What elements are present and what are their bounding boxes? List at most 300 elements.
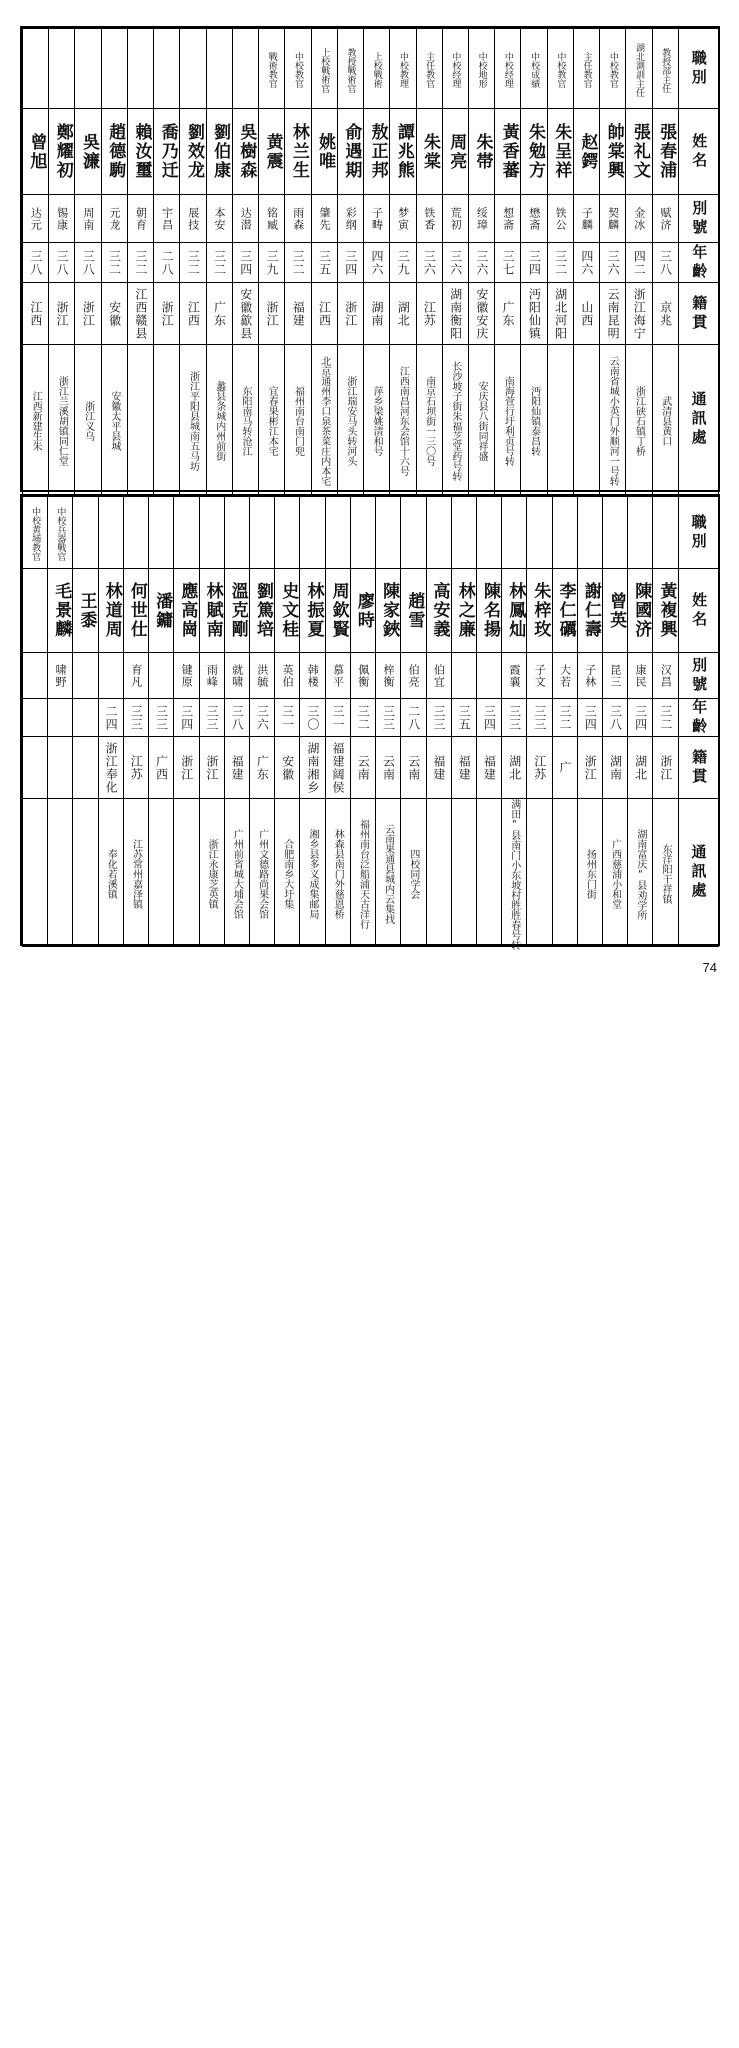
cell-alias: [199, 653, 224, 699]
cell-address: [249, 799, 274, 947]
cell-age: [259, 243, 285, 283]
cell-text: 三二: [553, 249, 568, 276]
cell-text: 满田"县南门小东坡村胜胜春号转: [508, 798, 520, 950]
cell-rank: [573, 29, 599, 109]
cell-text: 湖北: [633, 754, 648, 781]
cell-alias: [127, 195, 153, 243]
cell-text: 曾旭: [26, 132, 47, 171]
cell-rank: [180, 29, 206, 109]
cell-text: 三四: [482, 704, 497, 731]
cell-text: 林之廉: [454, 582, 475, 639]
cell-text: 三三: [129, 704, 144, 731]
cell-origin: [626, 283, 652, 345]
cell-address: [101, 345, 127, 495]
cell-rank: [468, 29, 494, 109]
cell-origin: [23, 283, 49, 345]
cell-text: 北京通州李口泉茶菜庄内本宅: [318, 356, 330, 486]
cell-text: 就啸: [230, 663, 244, 688]
cell-text: 三三: [507, 704, 522, 731]
cell-text: 三六: [255, 704, 270, 731]
cell-text: 武清县黄口: [659, 396, 671, 446]
cell-name: [174, 569, 199, 653]
cell-text: 中校教官: [607, 52, 618, 88]
cell-age: [653, 699, 678, 737]
cell-origin: [23, 737, 48, 799]
cell-rank: [552, 497, 577, 569]
cell-name: [527, 569, 552, 653]
cell-text: 主任教官: [424, 52, 435, 88]
cell-rank: [626, 29, 652, 109]
cell-age: [49, 243, 75, 283]
cell-text: 伯亮: [407, 663, 421, 688]
cell-name: [426, 569, 451, 653]
cell-text: 陳國济: [631, 582, 652, 639]
cell-alias: [426, 653, 451, 699]
cell-name: [364, 109, 390, 195]
cell-address: [337, 345, 363, 495]
cell-origin: [73, 737, 98, 799]
cell-text: 广西慈浦小和堂: [609, 839, 621, 909]
cell-text: 主任教官: [581, 52, 592, 88]
cell-text: 三二: [107, 249, 122, 276]
row-header-label: 通訊處: [689, 391, 708, 448]
cell-text: 浙江平阳县城南五马坊: [187, 371, 199, 471]
cell-text: 三八: [230, 704, 245, 731]
cell-text: 劉伯康: [210, 123, 231, 180]
cell-text: 應高崗: [177, 582, 198, 639]
cell-origin: [180, 283, 206, 345]
cell-name: [337, 109, 363, 195]
cell-text: 安徽: [280, 754, 295, 781]
cell-age: [311, 243, 337, 283]
cell-name: [180, 109, 206, 195]
cell-origin: [337, 283, 363, 345]
cell-rank: [123, 497, 148, 569]
cell-text: 三七: [501, 249, 516, 276]
cell-name: [127, 109, 153, 195]
cell-name: [476, 569, 501, 653]
cell-text: 南海萱行圩利贞号转: [502, 376, 514, 466]
cell-address: [364, 345, 390, 495]
cell-address: [476, 799, 501, 947]
cell-rank: [476, 497, 501, 569]
cell-address: [626, 345, 652, 495]
cell-text: 趙德駒: [105, 123, 126, 180]
cell-rank: [249, 497, 274, 569]
cell-address: [390, 345, 416, 495]
cell-text: 育凡: [129, 663, 143, 688]
cell-age: [123, 699, 148, 737]
cell-text: 安庆县八街同祥盛: [476, 381, 488, 461]
cell-name: [23, 109, 49, 195]
cell-text: 三八: [81, 249, 96, 276]
cell-text: 林兰生: [288, 123, 309, 180]
cell-text: 沔阳仙镇: [527, 287, 542, 340]
cell-rank: [350, 497, 375, 569]
cell-age: [547, 243, 573, 283]
cell-address: [577, 799, 602, 947]
cell-name: [311, 109, 337, 195]
cell-address: [49, 345, 75, 495]
cell-text: 潘鏞: [152, 591, 173, 630]
cell-text: 朱勉方: [524, 123, 545, 180]
cell-text: 子畴: [370, 206, 384, 231]
cell-name: [101, 109, 127, 195]
cell-text: 喬乃迁: [157, 123, 178, 180]
cell-text: 浙江兰溪胡镇同仁堂: [56, 376, 68, 466]
row-header-rank: [678, 497, 718, 569]
row-age: [23, 243, 719, 283]
cell-address: [573, 345, 599, 495]
cell-text: 江西南昌河东会馆十六号: [397, 366, 409, 476]
cell-origin: [123, 737, 148, 799]
cell-origin: [325, 737, 350, 799]
cell-name: [390, 109, 416, 195]
cell-text: 英伯: [281, 663, 295, 688]
cell-origin: [311, 283, 337, 345]
cell-text: 浙江海宁: [632, 287, 647, 340]
cell-alias: [232, 195, 258, 243]
cell-address: [468, 345, 494, 495]
cell-address: [123, 799, 148, 947]
row-header-label: 別號: [690, 199, 709, 238]
cell-origin: [75, 283, 101, 345]
cell-text: 东洋阳干祥镇: [660, 844, 672, 904]
cell-rank: [49, 29, 75, 109]
cell-alias: [364, 195, 390, 243]
cell-rank: [149, 497, 174, 569]
cell-text: 湖北河阳: [553, 287, 568, 340]
cell-text: 湖南湘乡: [305, 741, 320, 794]
roster-table-bottom: [20, 494, 720, 950]
row-header-rank: [678, 29, 718, 109]
cell-text: 伯宜: [432, 663, 446, 688]
cell-text: 三一: [331, 704, 346, 731]
cell-alias: [468, 195, 494, 243]
cell-text: 鄭耀初: [52, 123, 73, 180]
cell-text: 浙江硖石镇丁桥: [633, 386, 645, 456]
cell-address: [73, 799, 98, 947]
cell-text: 趙雪: [404, 591, 425, 630]
cell-rank: [628, 497, 653, 569]
cell-alias: [249, 653, 274, 699]
cell-text: 键原: [180, 663, 194, 688]
cell-rank: [259, 29, 285, 109]
cell-rank: [48, 497, 73, 569]
cell-text: 广州前省城大埔会馆: [231, 829, 243, 919]
cell-text: 江苏: [129, 754, 144, 781]
cell-text: 湘乡县多义成集邮局: [307, 829, 319, 919]
cell-text: 三四: [527, 249, 542, 276]
cell-text: 劉篤培: [253, 582, 273, 639]
cell-text: 金冰: [632, 206, 646, 231]
cell-age: [337, 243, 363, 283]
cell-text: 林振夏: [303, 582, 324, 639]
cell-address: [300, 799, 325, 947]
cell-text: 霞襄: [508, 663, 522, 688]
row-address: [23, 345, 719, 495]
cell-text: 沔阳仙镇泰昌转: [528, 386, 540, 456]
cell-alias: [224, 653, 249, 699]
cell-age: [199, 699, 224, 737]
cell-text: 二八: [160, 249, 175, 276]
cell-name: [603, 569, 628, 653]
cell-address: [154, 345, 180, 495]
cell-text: 毛景麟: [51, 582, 72, 639]
cell-rank: [376, 497, 401, 569]
cell-address: [350, 799, 375, 947]
roster-grid-top: [22, 28, 719, 495]
cell-age: [451, 699, 476, 737]
cell-text: 四六: [369, 249, 384, 276]
row-header-label: 年齡: [690, 698, 709, 737]
cell-text: 浙江: [179, 754, 194, 781]
cell-text: 浙江: [265, 300, 280, 327]
cell-text: 安徽太平县城: [108, 391, 120, 451]
cell-name: [577, 569, 602, 653]
cell-name: [521, 109, 547, 195]
cell-text: 福州南台泛船浦天古洋行: [357, 819, 369, 929]
cell-origin: [628, 737, 653, 799]
cell-rank: [325, 497, 350, 569]
cell-age: [603, 699, 628, 737]
cell-address: [416, 345, 442, 495]
cell-text: 周欽賢: [328, 582, 349, 639]
cell-text: 浙江: [343, 300, 358, 327]
cell-text: 俞遇期: [341, 123, 362, 180]
cell-text: 三四: [238, 249, 253, 276]
cell-text: 李仁礪: [555, 582, 576, 639]
cell-alias: [75, 195, 101, 243]
cell-text: 展技: [186, 206, 200, 231]
cell-age: [390, 243, 416, 283]
cell-text: 福建: [457, 754, 472, 781]
cell-text: 三四: [633, 704, 648, 731]
cell-alias: [451, 653, 476, 699]
cell-text: 三三: [532, 704, 547, 731]
cell-text: 中校地形: [476, 52, 487, 88]
cell-name: [628, 569, 653, 653]
cell-text: 浙江瑞安马头转河头: [344, 376, 356, 466]
cell-text: 謝仁壽: [580, 582, 601, 639]
cell-text: 江西: [317, 300, 332, 327]
cell-name: [451, 569, 476, 653]
cell-text: 三三: [431, 704, 446, 731]
cell-rank: [603, 497, 628, 569]
cell-alias: [337, 195, 363, 243]
cell-text: 京兆: [658, 300, 673, 327]
cell-text: 姚唯: [315, 132, 336, 171]
cell-text: 奉化若溪镇: [105, 849, 117, 899]
cell-alias: [275, 653, 300, 699]
cell-alias: [442, 195, 468, 243]
cell-text: 赵鍔: [577, 132, 598, 171]
cell-origin: [552, 737, 577, 799]
cell-alias: [628, 653, 653, 699]
cell-alias: [23, 653, 48, 699]
cell-rank: [127, 29, 153, 109]
row-origin: [23, 737, 719, 799]
cell-text: 扬州东门街: [584, 849, 596, 899]
cell-age: [180, 243, 206, 283]
cell-origin: [154, 283, 180, 345]
cell-text: 黃香蕃: [498, 123, 519, 180]
row-age: [23, 699, 719, 737]
cell-rank: [101, 29, 127, 109]
cell-text: 湖北測訓主任: [634, 43, 645, 97]
cell-text: 广东: [255, 754, 270, 781]
cell-address: [311, 345, 337, 495]
cell-text: 何世仕: [126, 582, 147, 639]
cell-alias: [149, 653, 174, 699]
cell-text: 廖時: [353, 591, 374, 630]
cell-alias: [101, 195, 127, 243]
cell-text: 江西新建生朱: [30, 391, 42, 451]
cell-name: [49, 109, 75, 195]
cell-age: [232, 243, 258, 283]
cell-text: 王黍: [76, 591, 97, 630]
cell-origin: [547, 283, 573, 345]
cell-address: [603, 799, 628, 947]
row-alias: [23, 653, 719, 699]
cell-origin: [577, 737, 602, 799]
cell-alias: [174, 653, 199, 699]
cell-alias: [311, 195, 337, 243]
cell-text: 三二: [658, 704, 673, 731]
cell-text: 三八: [55, 249, 70, 276]
cell-text: 三二: [291, 249, 306, 276]
cell-text: 朱呈祥: [551, 123, 572, 180]
cell-text: 雨峰: [205, 663, 219, 688]
page-number: 74: [702, 960, 717, 975]
cell-text: 陳家鋏: [379, 582, 400, 639]
cell-age: [127, 243, 153, 283]
cell-age: [174, 699, 199, 737]
cell-rank: [174, 497, 199, 569]
cell-text: 懋斋: [527, 206, 541, 231]
cell-name: [552, 569, 577, 653]
cell-text: 黄震: [262, 132, 283, 171]
cell-age: [573, 243, 599, 283]
cell-name: [547, 109, 573, 195]
cell-text: 三六: [606, 249, 621, 276]
cell-age: [495, 243, 521, 283]
cell-text: 四校同学会: [407, 849, 419, 899]
cell-address: [652, 345, 678, 495]
cell-text: 中校经理: [502, 52, 513, 88]
cell-text: 吳樹森: [236, 123, 257, 180]
cell-age: [502, 699, 527, 737]
cell-rank: [311, 29, 337, 109]
cell-age: [376, 699, 401, 737]
cell-text: 达元: [29, 206, 43, 231]
row-header-origin: [678, 283, 718, 345]
cell-address: [426, 799, 451, 947]
cell-name: [468, 109, 494, 195]
cell-rank: [653, 497, 678, 569]
cell-address: [23, 345, 49, 495]
cell-text: 云南果通县城内云集找: [382, 824, 394, 924]
cell-text: 黃複興: [656, 582, 677, 639]
cell-text: 洪毓: [255, 663, 269, 688]
cell-text: 敖正邦: [367, 123, 388, 180]
cell-origin: [442, 283, 468, 345]
cell-age: [401, 699, 426, 737]
cell-age: [75, 243, 101, 283]
cell-name: [48, 569, 73, 653]
cell-text: 林鳳灿: [505, 582, 526, 639]
cell-alias: [626, 195, 652, 243]
cell-name: [626, 109, 652, 195]
cell-rank: [23, 29, 49, 109]
row-header-name: [678, 109, 718, 195]
cell-text: 江苏: [422, 300, 437, 327]
cell-age: [442, 243, 468, 283]
cell-text: 三九: [396, 249, 411, 276]
row-header-label: 年齡: [690, 243, 709, 282]
cell-origin: [521, 283, 547, 345]
cell-text: 铁公: [554, 206, 568, 231]
cell-alias: [552, 653, 577, 699]
cell-text: 锡康: [55, 206, 69, 231]
cell-origin: [249, 737, 274, 799]
cell-origin: [199, 737, 224, 799]
cell-alias: [350, 653, 375, 699]
cell-text: 中校教官: [293, 52, 303, 88]
row-alias: [23, 195, 719, 243]
cell-name: [149, 569, 174, 653]
cell-text: 中校教官: [555, 52, 566, 88]
cell-text: 朱帯: [472, 132, 493, 171]
cell-address: [98, 799, 123, 947]
cell-origin: [468, 283, 494, 345]
cell-text: 三八: [28, 249, 43, 276]
cell-address: [174, 799, 199, 947]
cell-alias: [416, 195, 442, 243]
cell-text: 萍乡梁姚清和号: [371, 386, 383, 456]
cell-name: [23, 569, 48, 653]
cell-origin: [101, 283, 127, 345]
cell-name: [275, 569, 300, 653]
cell-text: 教授戰術官: [345, 47, 356, 93]
cell-text: 湖南衡阳: [448, 287, 463, 340]
cell-age: [628, 699, 653, 737]
cell-origin: [232, 283, 258, 345]
cell-name: [199, 569, 224, 653]
cell-text: 梓衡: [381, 663, 395, 688]
cell-text: 长沙坡子街朱福芝堂药号转: [449, 361, 461, 481]
cell-rank: [401, 497, 426, 569]
cell-age: [350, 699, 375, 737]
cell-text: 史文桂: [278, 582, 299, 639]
cell-text: 安徽安庆: [474, 287, 489, 340]
cell-text: 绥璋: [475, 206, 489, 231]
cell-origin: [300, 737, 325, 799]
cell-text: 教授部主任: [660, 47, 671, 93]
cell-text: 三八: [608, 704, 623, 731]
cell-origin: [376, 737, 401, 799]
cell-text: 四二: [632, 249, 647, 276]
cell-text: 湖北: [396, 300, 411, 327]
cell-age: [300, 699, 325, 737]
cell-name: [206, 109, 232, 195]
cell-alias: [206, 195, 232, 243]
row-header-alias: [678, 653, 718, 699]
cell-age: [600, 243, 626, 283]
cell-text: 張礼文: [629, 123, 650, 180]
cell-text: 广东: [212, 300, 227, 327]
cell-text: 上校戰術: [371, 52, 382, 88]
